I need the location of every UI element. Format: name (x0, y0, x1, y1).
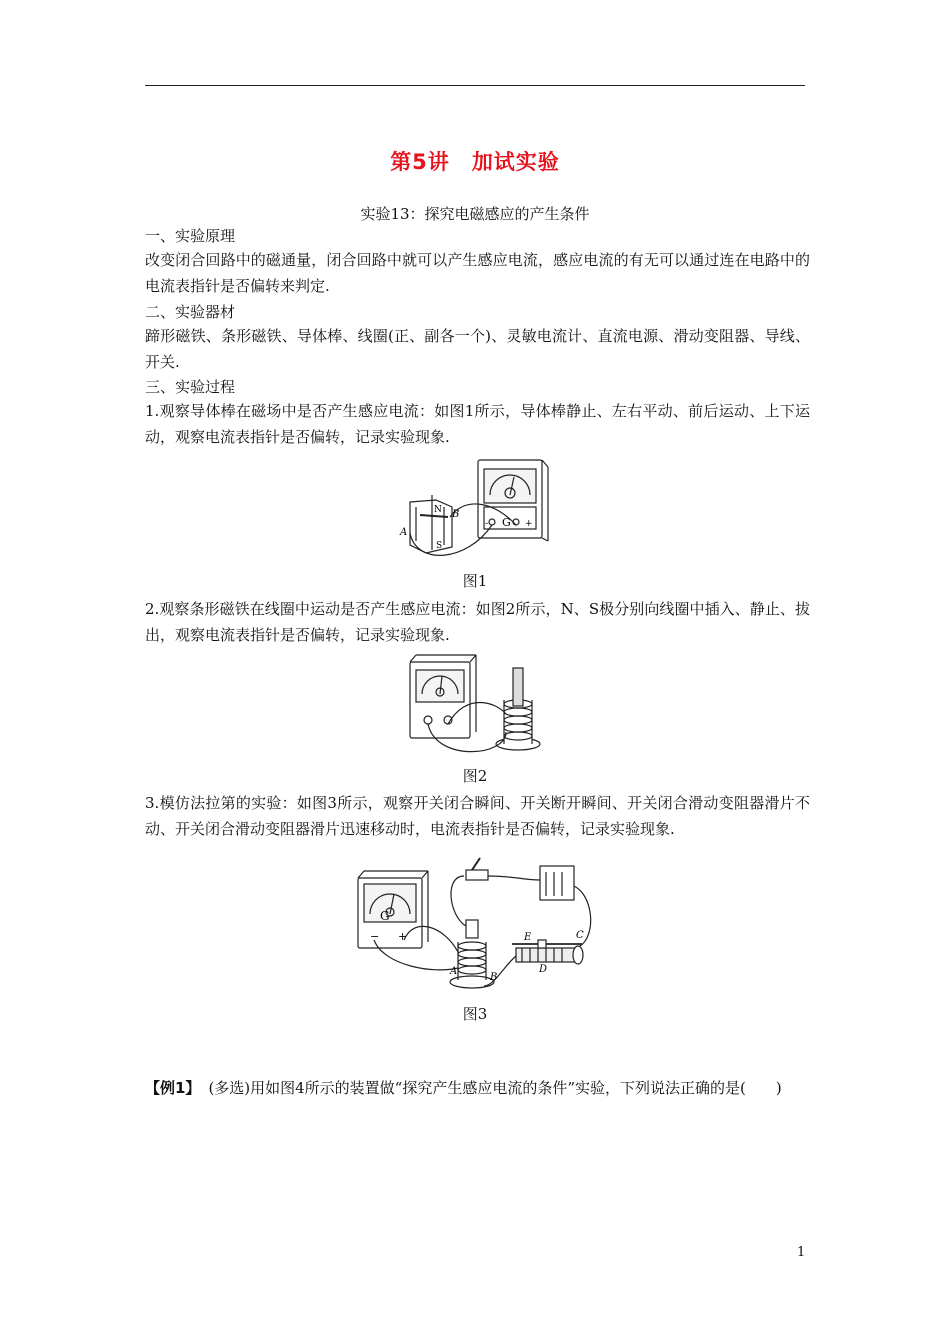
figure-1-diagram (396, 455, 556, 565)
fig1-label-n: N (434, 505, 442, 515)
fig3-label-g: G (380, 909, 390, 923)
figure-3-caption: 图3 (462, 1005, 488, 1023)
fig1-label-g: G (502, 516, 511, 529)
fig1-label-s: S (436, 541, 443, 551)
step-1-text: 1.观察导体棒在磁场中是否产生感应电流：如图1所示，导体棒静止、左右平动、前后运动、上下运动，观察电流表指针是否偏转，记录实验现象. (145, 402, 810, 446)
fig1-label-a: A (400, 527, 408, 538)
step-3-text: 3.模仿法拉第的实验：如图3所示，观察开关闭合瞬间、开关断开瞬间、开关闭合滑动变阻器滑片不动、开关闭合滑动变阻器滑片迅速移动时，电流表指针是否偏转，记录实验现象. (145, 794, 810, 838)
fig1-label-minus: - (485, 519, 489, 529)
example-1-text: (多选)用如图4所示的装置做“探究产生感应电流的条件”实验，下列说法正确的是( ) (208, 1079, 782, 1097)
process-heading: 三、实验过程 (145, 378, 236, 396)
figure-1-caption: 图1 (462, 572, 488, 590)
example-1-label: 【例1】 (145, 1079, 201, 1097)
page-number: 1 (797, 1245, 806, 1260)
materials-text: 蹄形磁铁、条形磁铁、导体棒、线圈(正、副各一个)、灵敏电流计、直流电源、滑动变阻器、导线、开关. (145, 327, 810, 371)
fig3-label-e: E (524, 932, 532, 943)
fig3-label-d: D (539, 964, 548, 975)
title-lecture: 第5讲 (390, 150, 450, 174)
fig1-label-plus: + (525, 519, 533, 529)
fig3-label-plus: + (398, 930, 408, 943)
materials-heading: 二、实验器材 (145, 303, 236, 321)
header-rule (145, 85, 805, 86)
figure-2-diagram (406, 652, 556, 757)
principle-text: 改变闭合回路中的磁通量，闭合回路中就可以产生感应电流，感应电流的有无可以通过连在电路中的电流表指针是否偏转来判定. (145, 251, 810, 295)
title-topic: 加试实验 (471, 150, 560, 174)
fig1-label-b: B (452, 509, 460, 520)
page-title (0, 146, 950, 176)
principle-heading: 一、实验原理 (145, 227, 236, 245)
example-1 (145, 1075, 810, 1101)
fig3-label-minus: − (370, 930, 380, 943)
figure-2-caption: 图2 (462, 767, 488, 785)
fig3-label-c: C (576, 930, 584, 941)
fig3-label-b: B (490, 972, 498, 983)
step-2-text: 2.观察条形磁铁在线圈中运动是否产生感应电流：如图2所示，N、S极分别向线圈中插入、静止、拔出，观察电流表指针是否偏转，记录实验现象. (145, 600, 810, 644)
experiment-subtitle: 实验13：探究电磁感应的产生条件 (360, 205, 590, 223)
figure-3-diagram (354, 856, 598, 996)
fig3-label-a: A (450, 966, 458, 977)
